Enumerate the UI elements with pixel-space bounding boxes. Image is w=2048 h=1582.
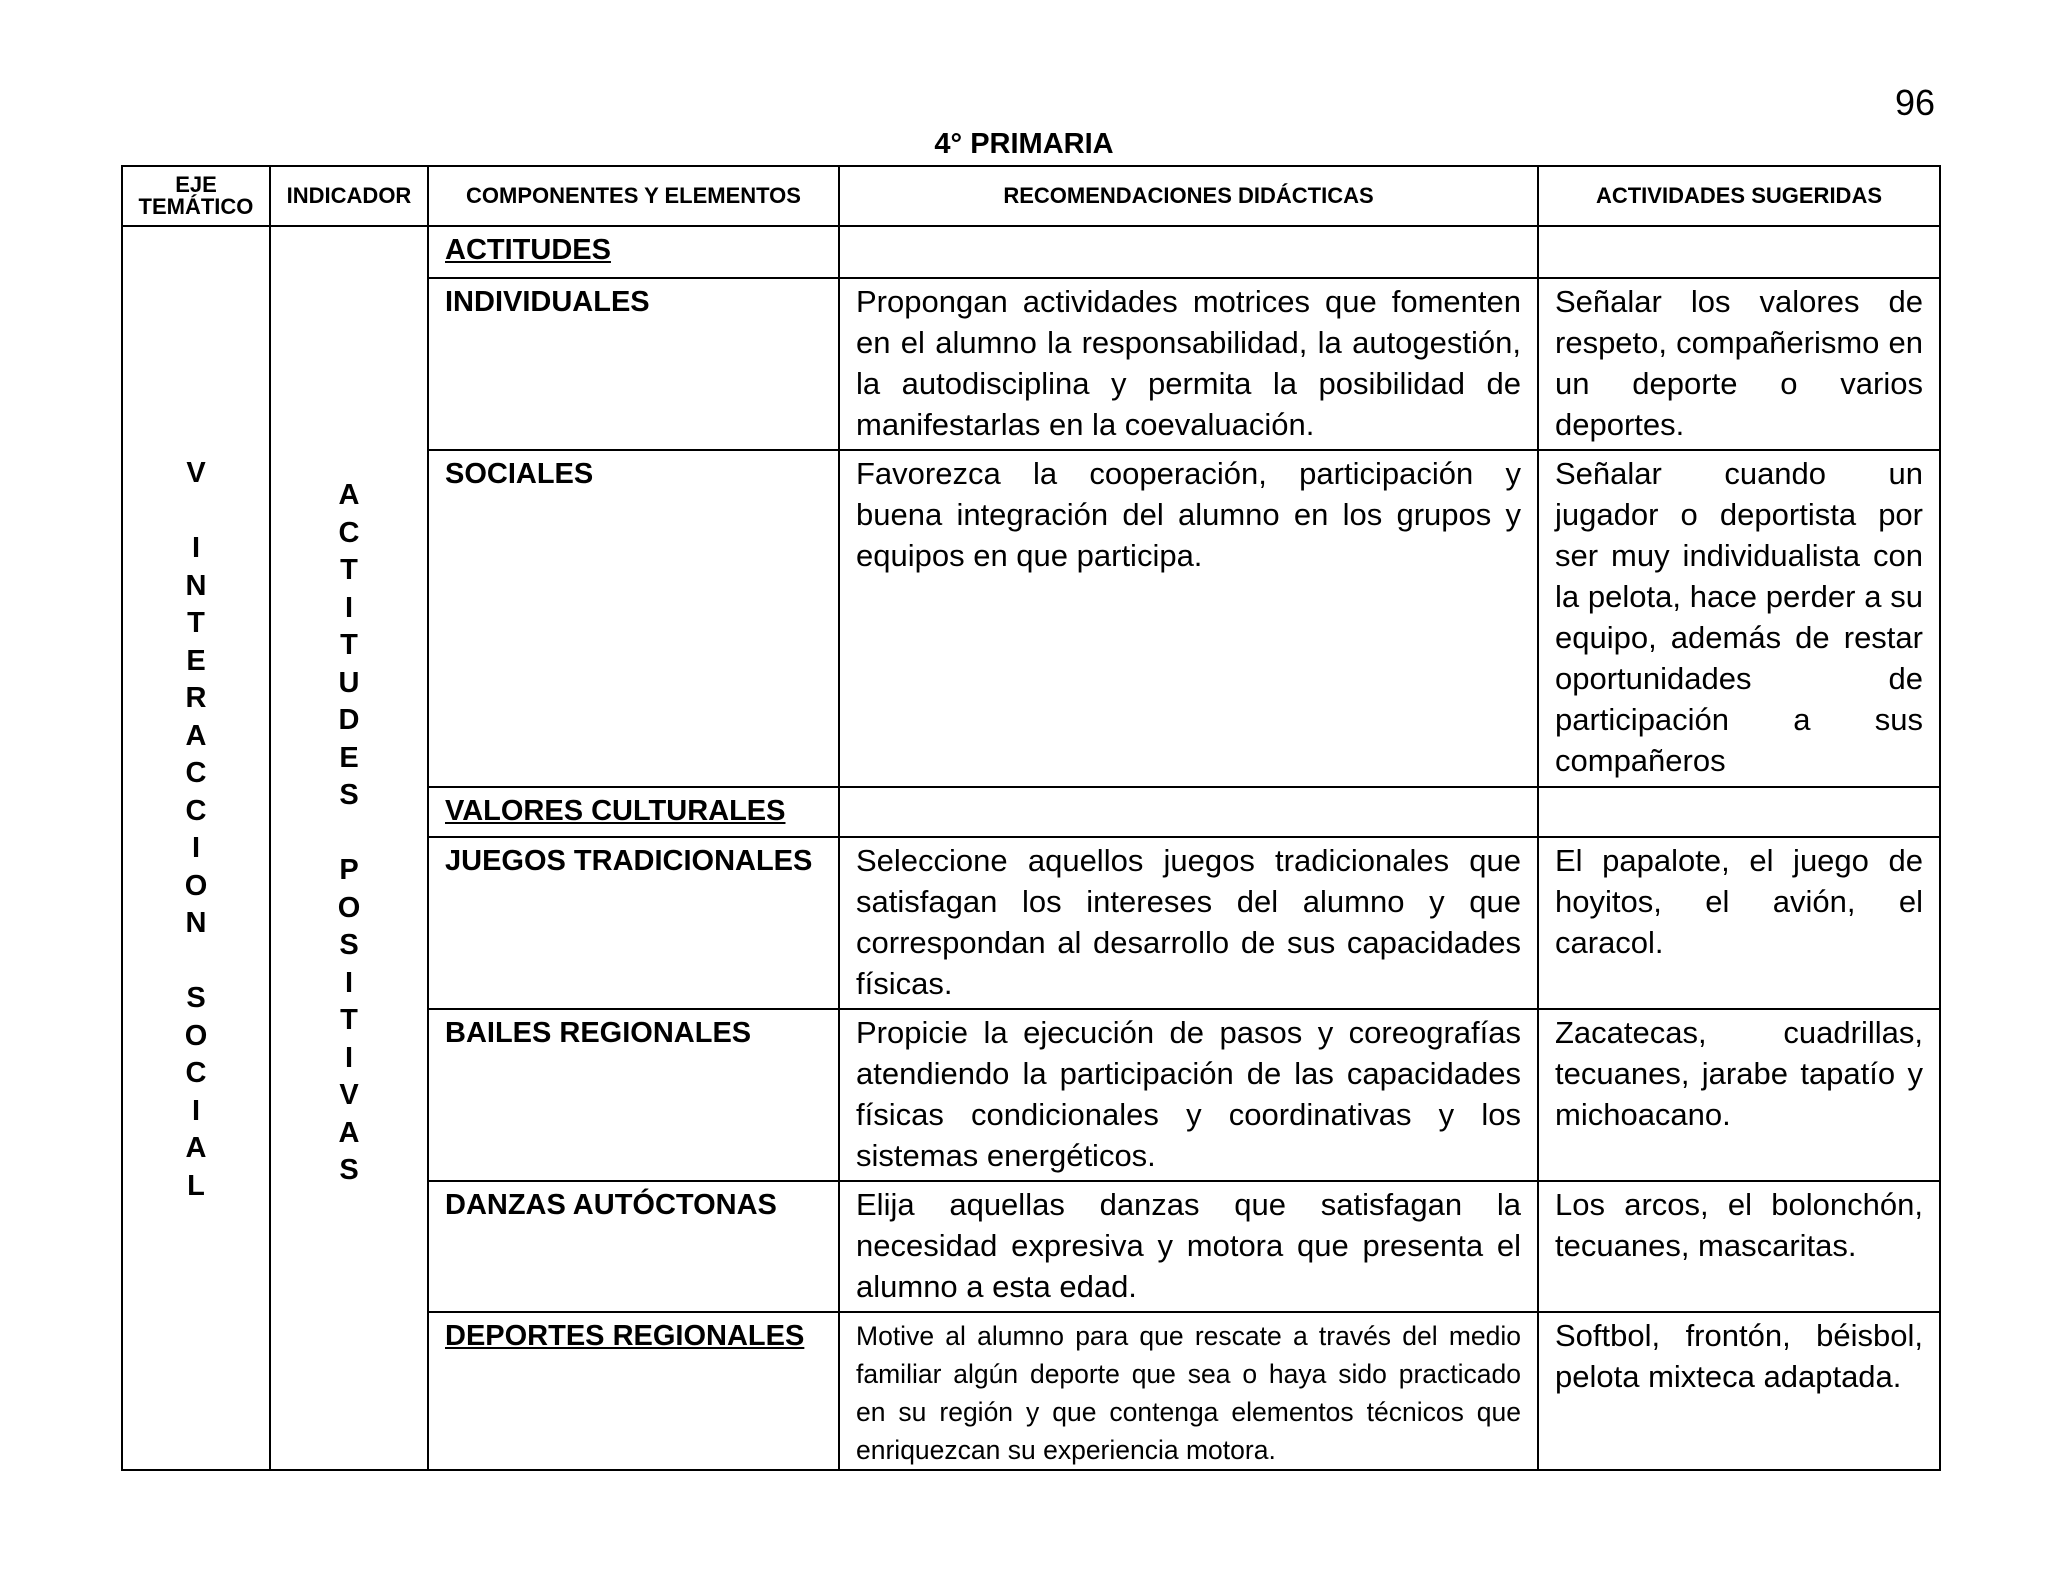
header-indicador: INDICADOR — [270, 166, 428, 226]
componente-cell: DEPORTES REGIONALES — [428, 1312, 839, 1470]
recomendacion-cell: Elija aquellas danzas que satisfagan la necesidad expresiva y motora que presenta el alumno a esta edad. — [839, 1181, 1538, 1312]
eje-tematico-cell: V I N T E R A C C I O N S O C I A L — [122, 226, 270, 1470]
recomendacion-cell: Propicie la ejecución de pasos y coreografías atendiendo la participación de las capacidades físicas condicionales y coordinativas y los sistemas energéticos. — [839, 1009, 1538, 1181]
indicador-cell: A C T I T U D E S P O S I T I V A S — [270, 226, 428, 1470]
recomendacion-cell — [839, 787, 1538, 837]
recomendacion-cell: Propongan actividades motrices que fomenten en el alumno la responsabilidad, la autogestión, la autodisciplina y permita la posibilidad de manifestarlas en la coevaluación. — [839, 278, 1538, 450]
actividad-cell: Señalar los valores de respeto, compañerismo en un deporte o varios deportes. — [1538, 278, 1940, 450]
actividad-cell — [1538, 226, 1940, 278]
table-row — [122, 226, 1940, 278]
header-eje-tematico — [122, 166, 270, 226]
recomendacion-cell: Favorezca la cooperación, participación y buena integración del alumno en los grupos y equipos en que participa. — [839, 450, 1538, 787]
componente-cell: BAILES REGIONALES — [428, 1009, 839, 1181]
componente-cell: VALORES CULTURALES — [428, 787, 839, 837]
actividad-cell: Los arcos, el bolonchón, tecuanes, mascaritas. — [1538, 1181, 1940, 1312]
actividad-cell: El papalote, el juego de hoyitos, el avión, el caracol. — [1538, 837, 1940, 1009]
actividad-cell: Softbol, frontón, béisbol, pelota mixteca adaptada. — [1538, 1312, 1940, 1470]
componente-cell: SOCIALES — [428, 450, 839, 787]
recomendacion-cell: Seleccione aquellos juegos tradicionales que satisfagan los intereses del alumno y que correspondan al desarrollo de sus capacidades físicas. — [839, 837, 1538, 1009]
recomendacion-cell — [839, 226, 1538, 278]
recomendacion-cell: Motive al alumno para que rescate a través del medio familiar algún deporte que sea o haya sido practicado en su región y que contenga elementos técnicos que enriquezcan su experiencia motora. — [839, 1312, 1538, 1470]
header-actividades: ACTIVIDADES SUGERIDAS — [1538, 166, 1940, 226]
page-number: 96 — [1895, 82, 1936, 123]
actividad-cell: Zacatecas, cuadrillas, tecuanes, jarabe tapatío y michoacano. — [1538, 1009, 1940, 1181]
page-title: 4° PRIMARIA — [934, 128, 1114, 160]
header-componentes: COMPONENTES Y ELEMENTOS — [428, 166, 839, 226]
componente-cell: INDIVIDUALES — [428, 278, 839, 450]
componente-cell: DANZAS AUTÓCTONAS — [428, 1181, 839, 1312]
curriculum-table — [121, 165, 1941, 1471]
header-recomendaciones: RECOMENDACIONES DIDÁCTICAS — [839, 166, 1538, 226]
header-eje-text: EJE TEMÁTICO — [138, 172, 254, 219]
actividad-cell: Señalar cuando un jugador o deportista por ser muy individualista con la pelota, hace perder a su equipo, además de restar oportunidades de participación a sus compañeros — [1538, 450, 1940, 787]
componente-cell: ACTITUDES — [428, 226, 839, 278]
table-header-row — [122, 166, 1940, 226]
actividad-cell — [1538, 787, 1940, 837]
componente-cell: JUEGOS TRADICIONALES — [428, 837, 839, 1009]
